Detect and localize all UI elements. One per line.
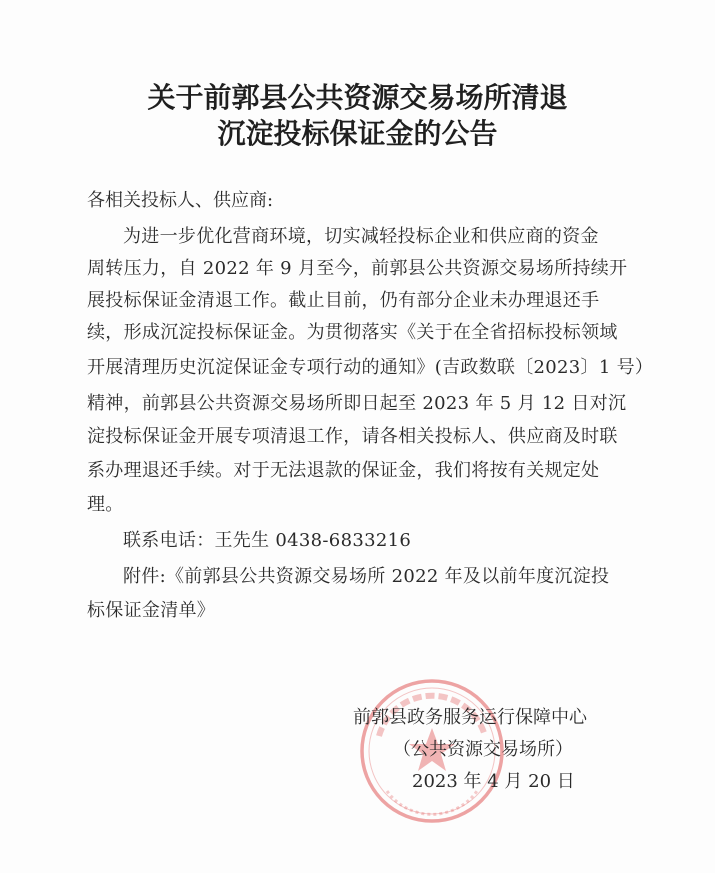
body-line: 精神，前郭县公共资源交易场所即日起至 2023 年 5 月 12 日对沉 <box>87 393 627 414</box>
contact-line: 联系电话：王先生 0438-6833216 <box>123 530 412 551</box>
body-line: 系办理退还手续。对于无法退款的保证金，我们将按有关规定处 <box>87 460 600 481</box>
signature-date: 2023 年 4 月 20 日 <box>412 771 575 792</box>
body-line: 淀投标保证金开展专项清退工作，请各相关投标人、供应商及时联 <box>87 426 618 447</box>
body-line: 理。 <box>87 494 124 515</box>
salutation: 各相关投标人、供应商: <box>87 190 274 211</box>
body-line: 周转压力，自 2022 年 9 月至今，前郭县公共资源交易场所持续开 <box>87 258 628 279</box>
signature-sub-organization: （公共资源交易场所） <box>393 739 573 760</box>
attachment-line-1: 附件:《前郭县公共资源交易场所 2022 年及以前年度沉淀投 <box>123 566 610 587</box>
body-line: 展投标保证金清退工作。截止目前，仍有部分企业未办理退还手 <box>87 290 600 311</box>
attachment-line-2: 标保证金清单》 <box>87 600 216 621</box>
document-title-line-2: 沉淀投标保证金的公告 <box>217 117 498 150</box>
body-line: 续，形成沉淀投标保证金。为贯彻落实《关于在全省招标投标领域 <box>87 322 618 343</box>
signature-organization: 前郭县政务服务运行保障中心 <box>353 707 587 728</box>
document-title-line-1: 关于前郭县公共资源交易场所清退 <box>147 81 568 114</box>
body-line: 开展清理历史沉淀保证金专项行动的通知》(吉政数联〔2023〕1 号） <box>87 357 654 378</box>
body-line: 为进一步优化营商环境，切实减轻投标企业和供应商的资金 <box>123 226 599 247</box>
